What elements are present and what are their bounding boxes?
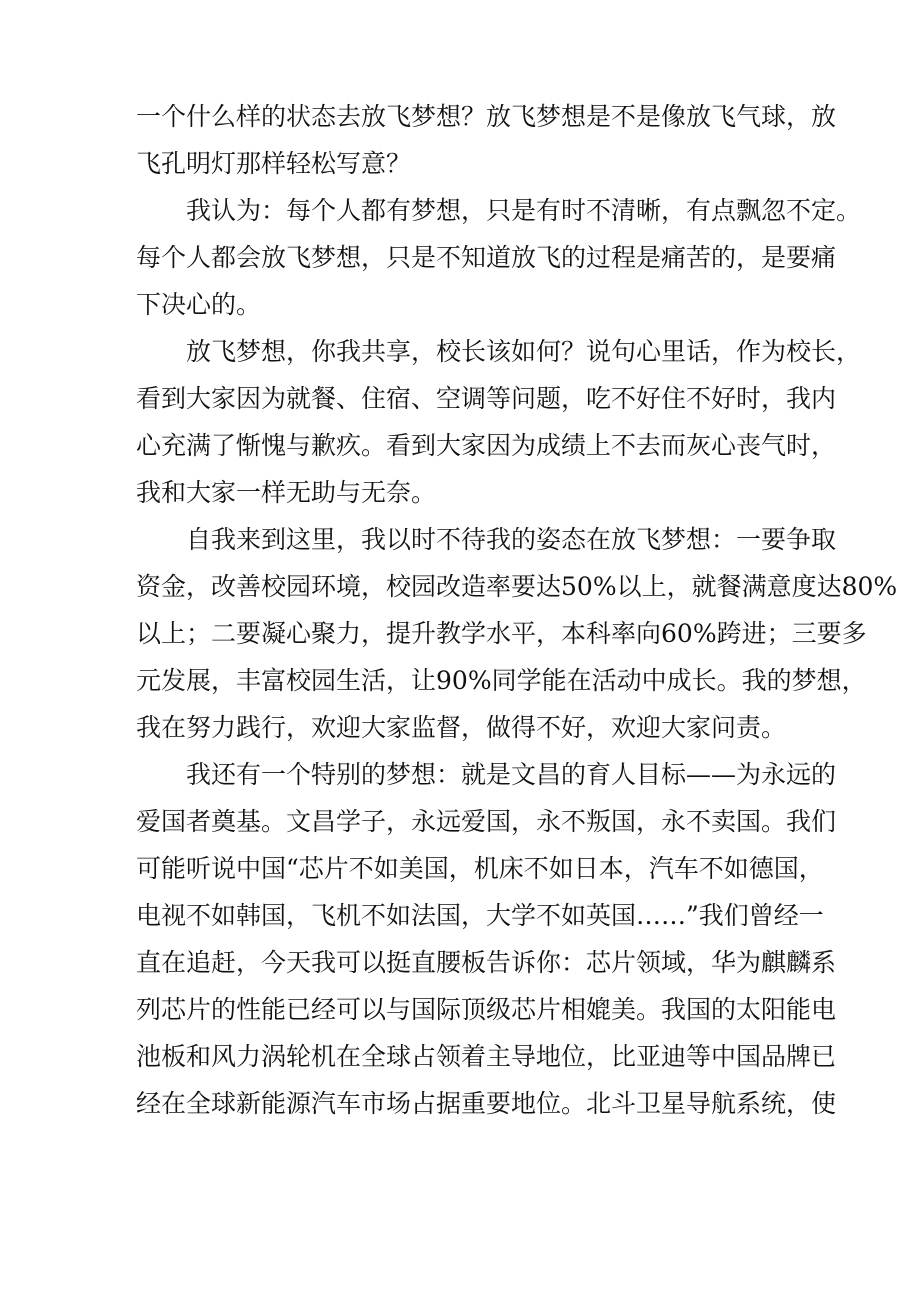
text-line: 爱国者奠基。文昌学子，永远爱国，永不叛国，永不卖国。我们 <box>136 807 837 836</box>
text-line: 我在努力践行，欢迎大家监督，做得不好，欢迎大家问责。 <box>136 713 787 742</box>
paragraph-first-line: 放飞梦想，你我共享，校长该如何？说句心里话，作为校长， <box>186 337 862 366</box>
text-line: 下决心的。 <box>136 290 262 319</box>
text-line: 飞孔明灯那样轻松写意？ <box>136 149 412 178</box>
text-line: 经在全球新能源汽车市场占据重要地位。北斗卫星导航系统，使 <box>136 1089 837 1118</box>
text-line: 每个人都会放飞梦想，只是不知道放飞的过程是痛苦的，是要痛 <box>136 243 837 272</box>
text-line: 心充满了惭愧与歉疚。看到大家因为成绩上不去而灰心丧气时， <box>136 431 837 460</box>
text-line: 看到大家因为就餐、住宿、空调等问题，吃不好住不好时，我内 <box>136 384 837 413</box>
paragraph-first-line: 我还有一个特别的梦想：就是文昌的育人目标——为永远的 <box>186 760 837 789</box>
text-line: 一个什么样的状态去放飞梦想？放飞梦想是不是像放飞气球，放 <box>136 102 837 131</box>
text-line: 列芯片的性能已经可以与国际顶级芯片相媲美。我国的太阳能电 <box>136 995 837 1024</box>
text-line: 电视不如韩国，飞机不如法国，大学不如英国……”我们曾经一 <box>136 901 824 930</box>
text-line: 池板和风力涡轮机在全球占领着主导地位，比亚迪等中国品牌已 <box>136 1042 837 1071</box>
text-line: 可能听说中国“芯片不如美国，机床不如日本，汽车不如德国， <box>136 854 824 883</box>
paragraph-first-line: 自我来到这里，我以时不待我的姿态在放飞梦想：一要争取 <box>186 525 837 554</box>
text-line: 元发展，丰富校园生活，让90%同学能在活动中成长。我的梦想， <box>136 666 867 695</box>
document-page <box>136 96 898 1130</box>
text-line: 资金，改善校园环境，校园改造率要达50%以上，就餐满意度达80% <box>136 572 898 601</box>
text-line: 直在追赶，今天我可以挺直腰板告诉你：芯片领域，华为麒麟系 <box>136 948 837 977</box>
text-line: 以上；二要凝心聚力，提升教学水平，本科率向60%跨进；三要多 <box>136 619 867 648</box>
paragraph-first-line: 我认为：每个人都有梦想，只是有时不清晰，有点飘忽不定。 <box>186 196 862 225</box>
text-line: 我和大家一样无助与无奈。 <box>136 478 437 507</box>
